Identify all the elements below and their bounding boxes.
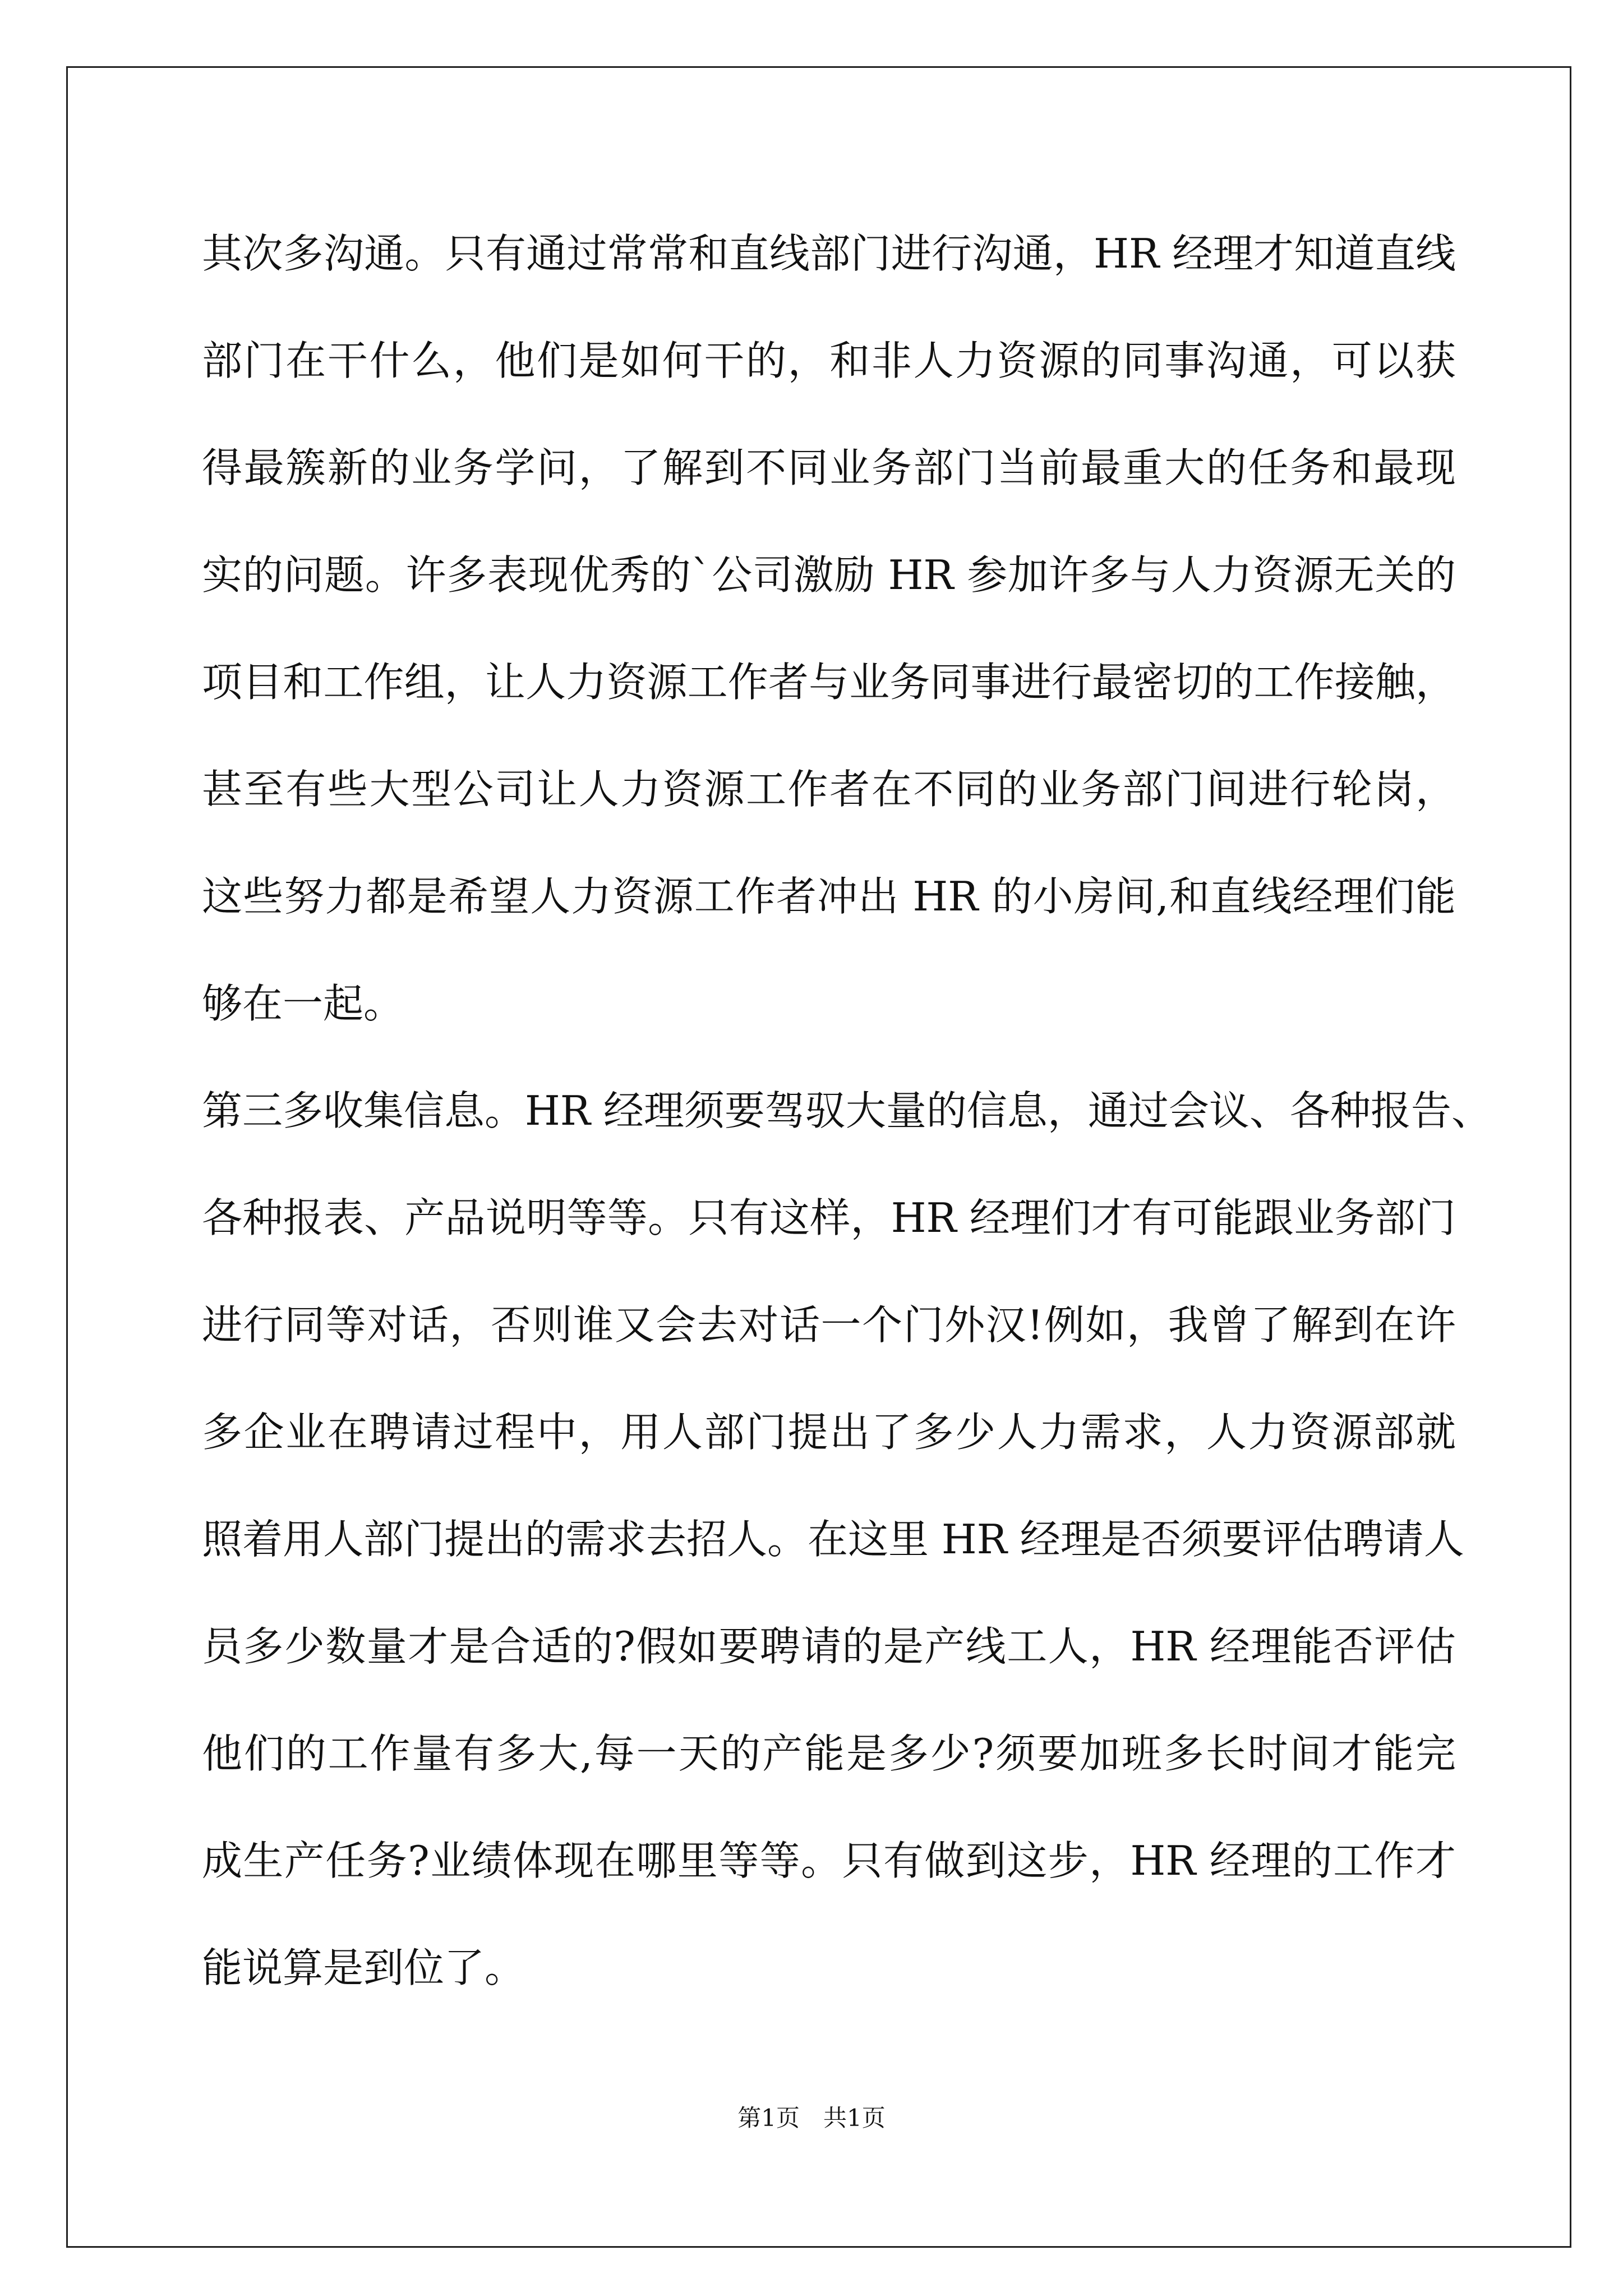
- text-line: 他们的工作量有多大,每一天的产能是多少?须要加班多长时间才能完: [202, 1730, 1456, 1777]
- text-line: 这些努力都是希望人力资源工作者冲出 HR 的小房间,和直线经理们能: [202, 873, 1456, 920]
- text-line: 成生产任务?业绩体现在哪里等等。只有做到这步，HR 经理的工作才: [202, 1837, 1456, 1884]
- text-line: 够在一起。: [202, 980, 404, 1027]
- paragraph-information: [202, 1057, 1492, 2022]
- text-line: 第三多收集信息。HR 经理须要驾驭大量的信息，通过会议、各种报告、: [202, 1087, 1492, 1134]
- text-line: 甚至有些大型公司让人力资源工作者在不同的业务部门间进行轮岗，: [202, 766, 1456, 813]
- text-line: 得最簇新的业务学问，了解到不同业务部门当前最重大的任务和最现: [202, 444, 1456, 491]
- text-line: 进行同等对话，否则谁又会去对话一个门外汉!例如，我曾了解到在许: [202, 1301, 1456, 1349]
- paragraph-communication: [202, 200, 1456, 1057]
- text-line: 员多少数量才是合适的?假如要聘请的是产线工人，HR 经理能否评估: [202, 1623, 1456, 1670]
- text-line: 多企业在聘请过程中，用人部门提出了多少人力需求，人力资源部就: [202, 1409, 1456, 1456]
- text-line: 其次多沟通。只有通过常常和直线部门进行沟通，HR 经理才知道直线: [202, 230, 1456, 277]
- document-body: [202, 200, 1492, 2022]
- page-number-footer: 第1页 共1页: [737, 2104, 886, 2132]
- text-line: 项目和工作组，让人力资源工作者与业务同事进行最密切的工作接触，: [202, 659, 1456, 706]
- text-line: 部门在干什么，他们是如何干的，和非人力资源的同事沟通，可以获: [202, 337, 1456, 384]
- text-line: 能说算是到位了。: [202, 1944, 525, 1991]
- text-line: 实的问题。许多表现优秀的`公司激励 HR 参加许多与人力资源无关的: [202, 551, 1456, 599]
- text-line: 各种报表、产品说明等等。只有这样，HR 经理们才有可能跟业务部门: [202, 1194, 1456, 1241]
- text-line: 照着用人部门提出的需求去招人。在这里 HR 经理是否须要评估聘请人: [202, 1516, 1464, 1563]
